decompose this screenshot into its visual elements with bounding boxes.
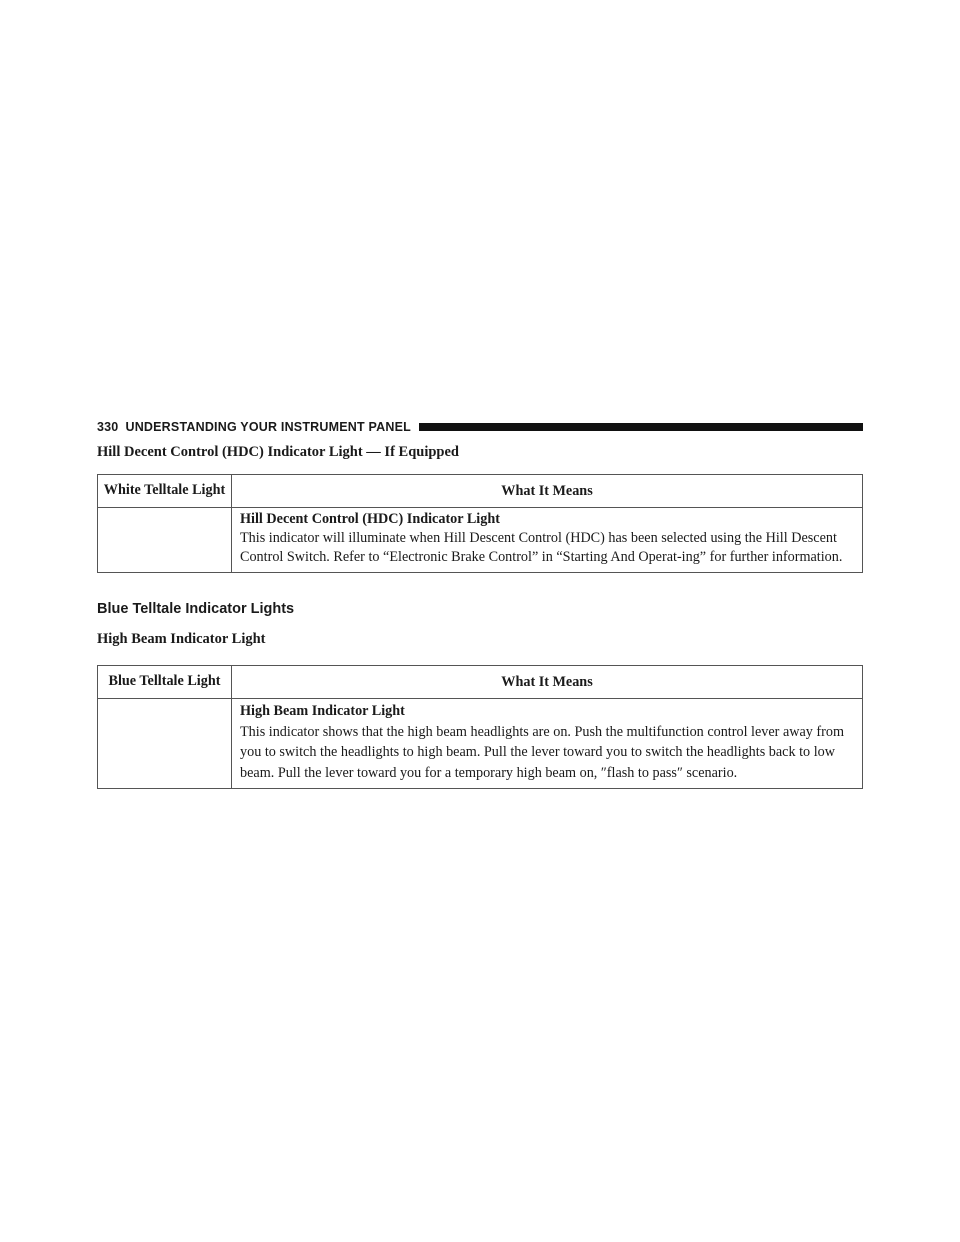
- col-header-meaning: What It Means: [232, 475, 863, 508]
- high-beam-table: [97, 665, 863, 789]
- row-description: This indicator will illuminate when Hill Descent Control (HDC) has been selected using the Hill Descent Control Switch. Refer to “Electronic Brake Control” in “Starting And Operat-ing” for further information.: [240, 530, 843, 565]
- table-header-row: [98, 666, 863, 699]
- table-header-row: [98, 475, 863, 508]
- col-header-telltale: Blue Telltale Light: [98, 666, 232, 699]
- meaning-cell: [232, 699, 863, 789]
- header-rule: [419, 423, 863, 431]
- hdc-table: [97, 474, 863, 573]
- col-header-meaning: What It Means: [232, 666, 863, 699]
- row-title: Hill Decent Control (HDC) Indicator Light: [240, 511, 500, 527]
- hdc-heading: Hill Decent Control (HDC) Indicator Light — If Equipped: [97, 444, 459, 460]
- col-header-telltale: White Telltale Light: [98, 475, 232, 508]
- section-title: UNDERSTANDING YOUR INSTRUMENT PANEL: [125, 420, 411, 434]
- row-description: This indicator shows that the high beam headlights are on. Push the multifunction control lever away from you to switch the headlights to high beam. Pull the lever toward you to switch the headlights back to low beam. Pull the lever toward you for a temporary high beam on, ″flash to pass″ scenario.: [240, 723, 845, 781]
- page-number: 330: [97, 420, 119, 434]
- telltale-icon-cell: [98, 508, 232, 573]
- page-header: [97, 418, 863, 436]
- table-row: [98, 699, 863, 789]
- high-beam-heading: High Beam Indicator Light: [97, 631, 266, 647]
- meaning-cell: [232, 508, 863, 573]
- row-title: High Beam Indicator Light: [240, 703, 405, 719]
- blue-telltale-heading: Blue Telltale Indicator Lights: [97, 601, 295, 617]
- table-row: [98, 508, 863, 573]
- telltale-icon-cell: [98, 699, 232, 789]
